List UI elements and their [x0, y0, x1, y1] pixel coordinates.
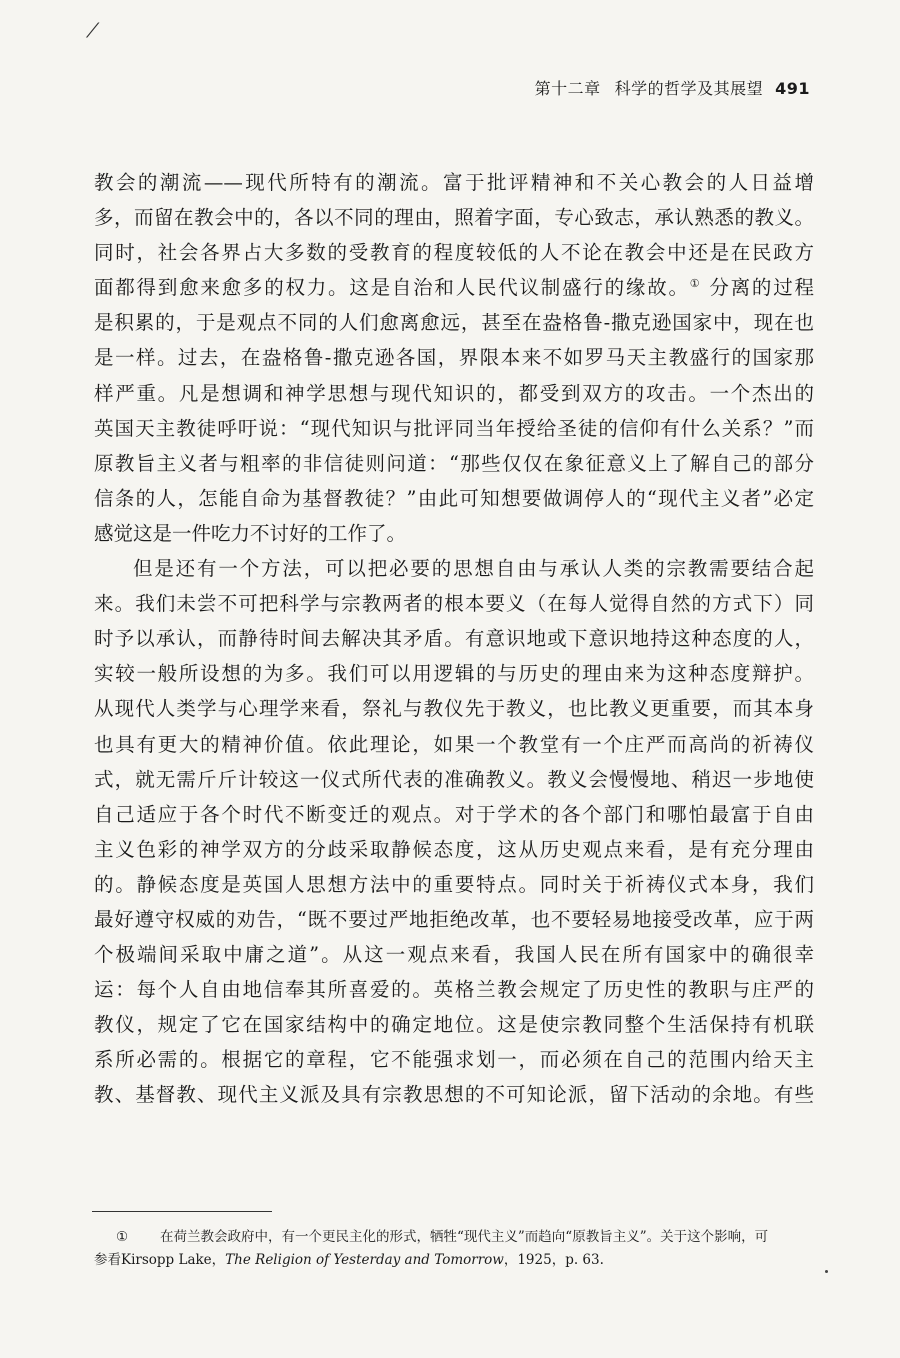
text-line: 教、基督教、现代主义派及具有宗教思想的不可知论派，留下活动的余地。有些 [94, 1083, 814, 1107]
text-line: 自己适应于各个时代不断变迁的观点。对于学术的各个部门和哪怕最富于自由 [94, 802, 814, 826]
text-line: 运：每个人自由地信奉其所喜爱的。英格兰教会规定了历史性的教职与庄严的 [94, 978, 814, 1002]
running-header [535, 76, 810, 99]
text-line: 的。静候态度是英国人思想方法中的重要特点。同时关于祈祷仪式本身，我们 [94, 872, 814, 896]
footnote-book-title: The Religion of Yesterday and Tomorrow [225, 1252, 504, 1268]
footnote-divider [92, 1211, 272, 1212]
text-line: 主义色彩的神学双方的分歧采取静候态度，这从历史观点来看，是有充分理由 [94, 837, 814, 861]
speck [825, 1270, 828, 1273]
chapter-label: 第十二章 [534, 79, 601, 98]
chapter-title: 科学的哲学及其展望 [614, 79, 764, 98]
text-line: 教会的潮流——现代所特有的潮流。富于批评精神和不关心教会的人日益增 [94, 171, 814, 194]
text-line: 感觉这是一件吃力不讨好的工作了。 [94, 521, 407, 545]
text-line: 从现代人类学与心理学来看，祭礼与教仪先于教义，也比教义更重要，而其本身 [94, 697, 814, 721]
text-line: 原教旨主义者与粗率的非信徒则问道：“那些仅仅在象征意义上了解自己的部分 [94, 451, 814, 475]
text-line: 时予以承认，而静待时间去解决其矛盾。有意识地或下意识地持这种态度的人， [94, 627, 814, 651]
text-line: 多，而留在教会中的，各以不同的理由，照着字面，专心致志，承认熟悉的教义。 [94, 206, 814, 230]
text-line [94, 270, 814, 305]
footnote-line [94, 1249, 814, 1272]
text-line: 系所必需的。根据它的章程，它不能强求划一，而必须在自己的范围内给天主 [94, 1048, 814, 1072]
text-segment: 分离的过程 [701, 276, 814, 300]
text-line: 最好遵守权威的劝告，“既不要过严地拒绝改革，也不要轻易地接受改革，应于两 [94, 907, 814, 931]
footnote-text: 在荷兰教会政府中，有一个更民主化的形式，牺牲“现代主义”而趋向“原教旨主义”。关于这个影响，可 [160, 1229, 769, 1245]
text-line: 样严重。凡是想调和神学思想与现代知识的，都受到双方的攻击。一个杰出的 [94, 381, 814, 405]
text-line: 来。我们未尝不可把科学与宗教两者的根本要义（在每人觉得自然的方式下）同 [94, 592, 814, 616]
footnote-reference[interactable]: ① [689, 277, 702, 291]
text-line: 教仪，规定了它在国家结构中的确定地位。这是使宗教同整个生活保持有机联 [94, 1013, 814, 1037]
page-number: 491 [775, 79, 810, 98]
text-line: 实较一般所设想的为多。我们可以用逻辑的与历史的理由来为这种态度辩护。 [94, 662, 814, 686]
footnote-citation-prefix: 参看Kirsopp Lake， [94, 1252, 226, 1268]
footnote [94, 1226, 814, 1272]
footnote-marker: ① [116, 1229, 129, 1245]
text-line: 是积累的，于是观点不同的人们愈离愈远，甚至在盎格鲁-撒克逊国家中，现在也 [94, 311, 814, 335]
text-line: 同时，社会各界占大多数的受教育的程度较低的人不论在教会中还是在民政方 [94, 241, 814, 265]
footnote-line [94, 1226, 814, 1249]
text-line: 式，就无需斤斤计较这一仪式所代表的准确教义。教义会慢慢地、稍迟一步地使 [94, 767, 814, 791]
text-line: 是一样。过去，在盎格鲁-撒克逊各国，界限本来不如罗马天主教盛行的国家那 [94, 346, 814, 370]
text-line: 信条的人，怎能自命为基督教徒？”由此可知想要做调停人的“现代主义者”必定 [94, 486, 814, 510]
text-segment: 面都得到愈来愈多的权力。这是自治和人民代议制盛行的缘故。 [94, 276, 690, 300]
footnote-citation-suffix: ，1925，p. 63. [503, 1252, 604, 1268]
text-line: 英国天主教徒呼吁说：“现代知识与批评同当年授给圣徒的信仰有什么关系？”而 [94, 416, 814, 440]
paragraph-2 [94, 551, 814, 1113]
text-line: 但是还有一个方法，可以把必要的思想自由与承认人类的宗教需要结合起 [133, 557, 814, 581]
body-text [94, 165, 814, 1113]
paragraph-1 [94, 165, 814, 551]
text-line: 也具有更大的精神价值。依此理论，如果一个教堂有一个庄严而高尚的祈祷仪 [94, 732, 814, 756]
text-line: 个极端间采取中庸之道”。从这一观点来看，我国人民在所有国家中的确很幸 [94, 943, 814, 967]
pen-mark: ⁄ [91, 18, 95, 42]
